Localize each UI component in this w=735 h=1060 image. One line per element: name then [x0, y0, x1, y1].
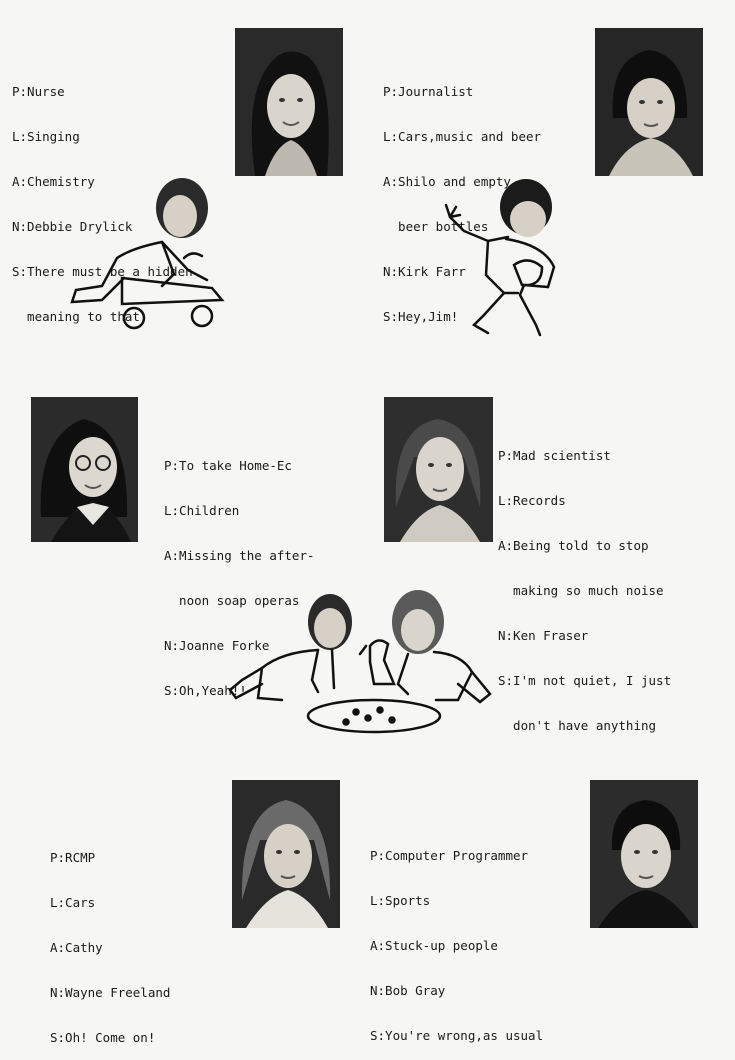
entry-line: A:Chemistry [12, 174, 95, 189]
entry-line: L:Singing [12, 129, 80, 144]
entry-line: A:Stuck-up people [370, 938, 498, 953]
entry-line: L:Cars [50, 895, 96, 910]
entry-line: meaning to that [12, 309, 140, 324]
entry-line: S:I'm not quiet, I just [498, 673, 672, 688]
entry-line: L:Children [164, 503, 240, 518]
entry-line: don't have anything [498, 718, 657, 733]
entry-line: S:Oh,Yeah!! [164, 683, 247, 698]
entry-line: P:Mad scientist [498, 448, 611, 463]
entry-line: N:Debbie Drylick [12, 219, 133, 234]
kids-with-dog-cartoon [222, 588, 497, 738]
entry-line: A:Cathy [50, 940, 103, 955]
entry-line: S:There must be a hidden [12, 264, 193, 279]
portrait-photo-5 [232, 780, 340, 928]
portrait-photo-6 [590, 780, 698, 928]
entry-line: S:You're wrong,as usual [370, 1028, 544, 1043]
entry-line: N:Ken Fraser [498, 628, 589, 643]
entry-line: N:Joanne Forke [164, 638, 270, 653]
entry-line: N:Bob Gray [370, 983, 446, 998]
entry-line: A:Shilo and empty [383, 174, 511, 189]
yearbook-entry-4 [498, 418, 671, 748]
dancer-cartoon [444, 175, 569, 345]
entry-line: A:Missing the after- [164, 548, 315, 563]
entry-line: S:Oh! Come on! [50, 1030, 156, 1045]
portrait-photo-3 [31, 397, 138, 542]
entry-line: S:Hey,Jim! [383, 309, 459, 324]
entry-line: P:To take Home-Ec [164, 458, 292, 473]
portrait-photo-2 [595, 28, 703, 176]
entry-line: A:Being told to stop [498, 538, 649, 553]
entry-line: L:Cars,music and beer [383, 129, 542, 144]
entry-line: N:Wayne Freeland [50, 985, 171, 1000]
entry-line: L:Sports [370, 893, 431, 908]
entry-line: beer bottles [383, 219, 489, 234]
portrait-photo-1 [235, 28, 343, 176]
yearbook-entry-6 [370, 818, 543, 1058]
entry-line: P:RCMP [50, 850, 96, 865]
entry-line: making so much noise [498, 583, 664, 598]
entry-line: P:Computer Programmer [370, 848, 529, 863]
entry-line: P:Nurse [12, 84, 65, 99]
entry-line: P:Journalist [383, 84, 474, 99]
entry-line: N:Kirk Farr [383, 264, 466, 279]
portrait-photo-4 [384, 397, 493, 542]
wagon-cartoon [62, 178, 232, 333]
entry-line: L:Records [498, 493, 566, 508]
entry-line: noon soap operas [164, 593, 300, 608]
yearbook-entry-5 [50, 820, 170, 1060]
